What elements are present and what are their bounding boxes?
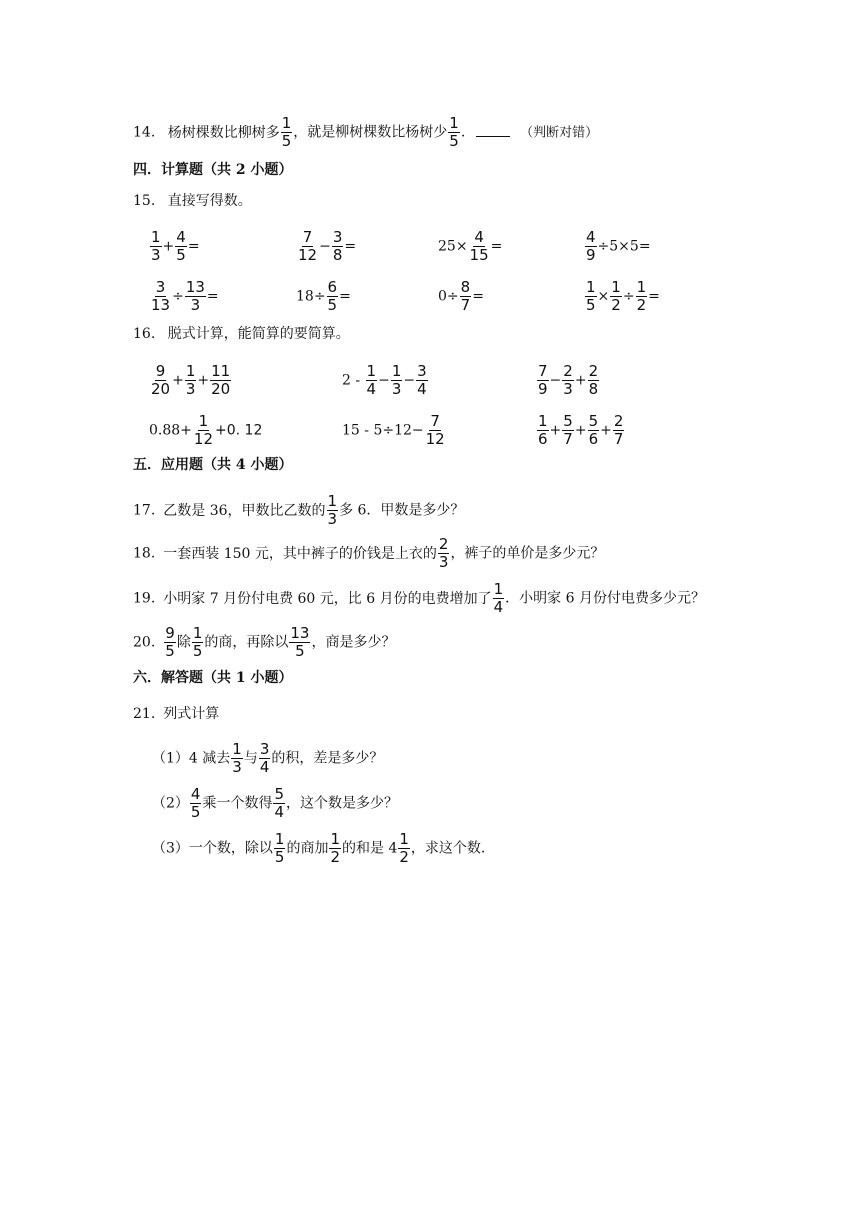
calc-item-16f: $\frac{1}{6}$ + $\frac{5}{7}$ + $\frac{5}{6}$ + $\frac{2}{7}$ <box>538 412 624 448</box>
calc-item-15f: 18÷ $\frac{6}{5}$ = <box>296 278 351 314</box>
calc-item-16d: 0.88+ $\frac{1}{12}$ +0. 12 <box>149 412 263 448</box>
answer-blank[interactable] <box>476 122 510 137</box>
calc-item-15a: $\frac{1}{3}$ + $\frac{4}{5}$ = <box>151 228 200 264</box>
calc-item-15d: $\frac{4}{9}$ ÷5×5= <box>586 228 651 264</box>
question-14: 14. 杨树棵数比柳树多 $\frac{1}{5}$ ，就是柳树棵数比杨树少 $\frac{1}{5}$ . （判断对错） <box>133 114 599 150</box>
calc-item-15c: 25× $\frac{4}{15}$ = <box>438 228 503 264</box>
section-heading-4: 四．计算题（共 2 小题） <box>133 162 293 178</box>
calc-item-15e: $\frac{3}{13}$ ÷ $\frac{13}{3}$ = <box>151 278 219 314</box>
question-20: 20. $\frac{9}{5}$ 除 $\frac{1}{5}$ 的商，再除以 $\frac{13}{5}$ ，商是多少？ <box>133 624 396 660</box>
question-21-part-1: （1）4 减去 $\frac{1}{3}$ 与 $\frac{3}{4}$ 的积，差是多少？ <box>152 740 384 776</box>
question-21-part-3: （3）一个数，除以 $\frac{1}{5}$ 的商加 $\frac{1}{2}$ 的和是 4 $\frac{1}{2}$ ，求这个数. <box>152 830 486 866</box>
question-21: 21. 列式计算 <box>133 706 220 722</box>
calc-item-15g: 0÷ $\frac{8}{7}$ = <box>438 278 484 314</box>
hint-text: （判断对错） <box>520 125 599 141</box>
section-heading-6: 六．解答题（共 1 小题） <box>133 670 293 686</box>
fraction: $\frac{1}{5}$ <box>281 114 292 150</box>
question-18: 18. 一套西装 150 元，其中裤子的价钱是上衣的 $\frac{2}{3}$ ，裤子的单价是多少元？ <box>133 535 605 571</box>
question-17: 17. 乙数是 36，甲数比乙数的 $\frac{1}{3}$ 多 6．甲数是多少？ <box>133 492 465 528</box>
question-number: 14. <box>133 124 156 141</box>
question-19: 19. 小明家 7 月份付电费 60 元，比 6 月份的电费增加了 $\frac{1}{4}$ ．小明家 6 月份付电费多少元？ <box>133 580 705 616</box>
calc-item-16b: 2 - $\frac{1}{4}$ − $\frac{1}{3}$ − $\frac{3}{4}$ <box>342 362 427 398</box>
question-15: 15. 直接写得数。 <box>133 193 252 209</box>
calc-item-16e: 15 - 5÷12− $\frac{7}{12}$ <box>342 412 445 448</box>
section-heading-5: 五．应用题（共 4 小题） <box>133 457 293 473</box>
calc-item-16c: $\frac{7}{9}$ − $\frac{2}{3}$ + $\frac{2}{8}$ <box>538 362 599 398</box>
calc-item-16a: $\frac{9}{20}$ + $\frac{1}{3}$ + $\frac{11}{20}$ <box>151 362 231 398</box>
calc-item-15h: $\frac{1}{5}$ × $\frac{1}{2}$ ÷ $\frac{1}{2}$ = <box>586 278 660 314</box>
fraction: $\frac{1}{5}$ <box>449 114 459 150</box>
question-21-part-2: （2） $\frac{4}{5}$ 乘一个数得 $\frac{5}{4}$ ，这个数是多少？ <box>152 785 399 821</box>
question-16: 16. 脱式计算，能简算的要简算。 <box>133 326 350 342</box>
question-text: ，就是柳树棵数比杨树少 <box>293 124 448 141</box>
question-text: 杨树棵数比柳树多 <box>167 124 280 141</box>
calc-item-15b: $\frac{7}{12}$ − $\frac{3}{8}$ = <box>298 228 357 264</box>
